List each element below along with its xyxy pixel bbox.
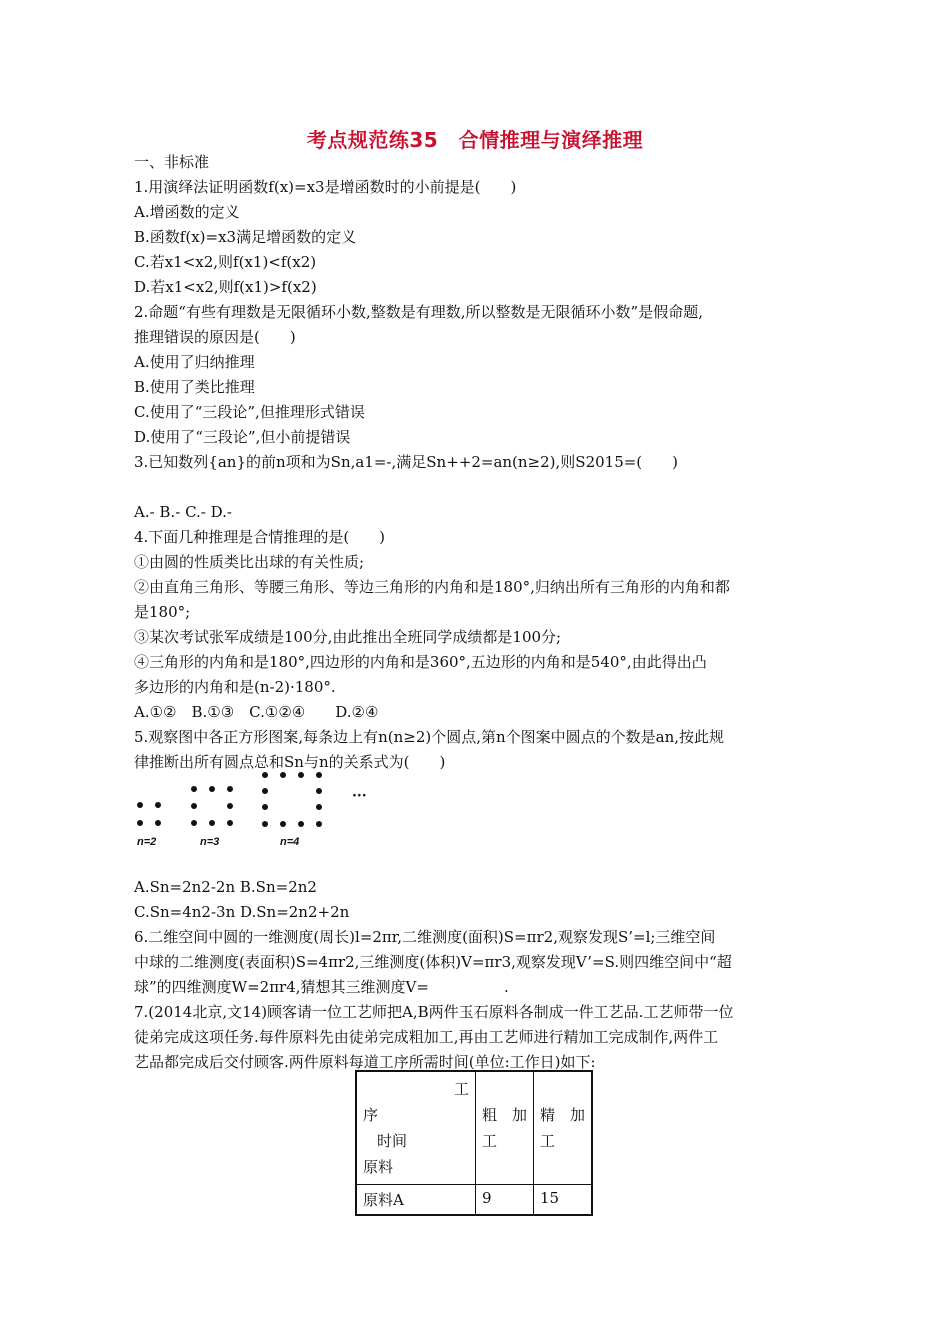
- figure-ellipsis: ···: [352, 788, 367, 804]
- q4-item-3: ③某次考试张军成绩是100分,由此推出全班同学成绩都是100分;: [134, 628, 562, 646]
- pattern-dot: [298, 821, 304, 827]
- pattern-dot: [191, 786, 197, 792]
- question-1: 1.用演绎法证明函数f(x)=x3是增函数时的小前提是( ): [134, 178, 517, 196]
- q5-options-cd: C.Sn=4n2-3n D.Sn=2n2+2n: [134, 903, 350, 921]
- question-3: 3.已知数列{an}的前n项和为Sn,a1=-,满足Sn++2=an(n≥2),则S2015=( ): [134, 453, 679, 471]
- question-6: 6.二维空间中圆的一维测度(周长)l=2πr,二维测度(面积)S=πr2,观察发现S’=l;三维空间: [134, 928, 716, 946]
- pattern-dot: [316, 821, 322, 827]
- question-5: 5.观察图中各正方形图案,每条边上有n(n≥2)个圆点,第n个图案中圆点的个数是an,按此规: [134, 728, 725, 746]
- header-process-label-2: 序: [363, 1106, 379, 1124]
- q5-options-ab: A.Sn=2n2-2n B.Sn=2n2: [134, 878, 317, 896]
- pattern-dot: [280, 821, 286, 827]
- page-title: 考点规范练35 合情推理与演绎推理: [306, 128, 644, 152]
- header-rough-label: 粗 加 工: [482, 1106, 528, 1150]
- question-2-cont: 推理错误的原因是( ): [134, 328, 296, 346]
- q3-options: A.- B.- C.- D.-: [134, 503, 232, 521]
- section-heading: 一、非标准: [134, 153, 210, 171]
- q4-item-2: ②由直角三角形、等腰三角形、等边三角形的内角和是180°,归纳出所有三角形的内角和都: [134, 578, 730, 596]
- figure-label-n3: n=3: [200, 836, 220, 848]
- q1-option-c: C.若x1<x2,则f(x1)<f(x2): [134, 253, 317, 271]
- pattern-dot: [316, 804, 322, 810]
- pattern-dot: [209, 786, 215, 792]
- header-process-label: 工: [453, 1080, 469, 1098]
- row-rough-time: 9: [476, 1185, 534, 1216]
- question-6-cont-2: 球”的四维测度W=2πr4,猜想其三维测度V= .: [134, 978, 509, 996]
- q2-option-b: B.使用了类比推理: [134, 378, 255, 396]
- pattern-dot: [262, 772, 268, 778]
- q2-option-c: C.使用了“三段论”,但推理形式错误: [134, 403, 365, 421]
- question-4: 4.下面几种推理是合情推理的是( ): [134, 528, 386, 546]
- q1-option-a: A.增函数的定义: [134, 203, 240, 221]
- pattern-dot: [191, 820, 197, 826]
- header-fine-cell: [534, 1071, 593, 1185]
- pattern-dot: [155, 802, 161, 808]
- q4-options: A.①② B.①③ C.①②④ D.②④: [134, 703, 379, 721]
- header-rough-cell: [476, 1071, 534, 1185]
- header-material-label: 原料: [363, 1158, 394, 1176]
- pattern-dot: [155, 820, 161, 826]
- pattern-dot: [137, 802, 143, 808]
- q4-item-4: ④三角形的内角和是180°,四边形的内角和是360°,五边形的内角和是540°,由此得出凸: [134, 653, 707, 671]
- pattern-dot: [280, 772, 286, 778]
- header-time-label: 时间: [377, 1132, 408, 1150]
- q2-option-a: A.使用了归纳推理: [134, 353, 255, 371]
- pattern-dot: [209, 820, 215, 826]
- pattern-dot: [262, 788, 268, 794]
- pattern-dot: [137, 820, 143, 826]
- q4-item-1: ①由圆的性质类比出球的有关性质;: [134, 553, 365, 571]
- header-diagonal-cell: [356, 1071, 476, 1185]
- q1-option-b: B.函数f(x)=x3满足增函数的定义: [134, 228, 357, 246]
- pattern-dot: [262, 804, 268, 810]
- table-row: [356, 1185, 592, 1216]
- pattern-dot: [227, 786, 233, 792]
- dot-pattern-figure: [130, 770, 380, 855]
- q1-option-d: D.若x1<x2,则f(x1)>f(x2): [134, 278, 317, 296]
- q4-item-2-cont: 是180°;: [134, 603, 191, 621]
- question-6-cont: 中球的二维测度(表面积)S=4πr2,三维测度(体积)V=πr3,观察发现V’=S.则四维空间中“超: [134, 953, 732, 971]
- row-material-name: 原料A: [356, 1185, 476, 1216]
- q4-item-4-cont: 多边形的内角和是(n-2)·180°.: [134, 678, 336, 696]
- question-5-cont: 律推断出所有圆点总和Sn与n的关系式为( ): [134, 753, 446, 771]
- pattern-dot: [227, 803, 233, 809]
- pattern-dot: [316, 772, 322, 778]
- pattern-dot: [227, 820, 233, 826]
- table-header-row: [356, 1071, 592, 1185]
- q2-option-d: D.使用了“三段论”,但小前提错误: [134, 428, 351, 446]
- figure-label-n2: n=2: [137, 836, 157, 848]
- header-fine-label: 精 加 工: [540, 1106, 586, 1150]
- process-time-table: [355, 1070, 593, 1216]
- row-fine-time: 15: [534, 1185, 593, 1216]
- question-7-cont-2: 艺品都完成后交付顾客.两件原料每道工序所需时间(单位:工作日)如下:: [134, 1053, 596, 1071]
- pattern-dot: [316, 788, 322, 794]
- pattern-dot: [262, 821, 268, 827]
- question-7-cont: 徒弟完成这项任务.每件原料先由徒弟完成粗加工,再由工艺师进行精加工完成制作,两件工: [134, 1028, 719, 1046]
- question-2: 2.命题“有些有理数是无限循环小数,整数是有理数,所以整数是无限循环小数”是假命题,: [134, 303, 703, 321]
- question-7: 7.(2014北京,文14)顾客请一位工艺师把A,B两件玉石原料各制成一件工艺品.工艺师带一位: [134, 1003, 734, 1021]
- pattern-dot: [191, 803, 197, 809]
- pattern-dot: [298, 772, 304, 778]
- figure-label-n4: n=4: [280, 836, 300, 848]
